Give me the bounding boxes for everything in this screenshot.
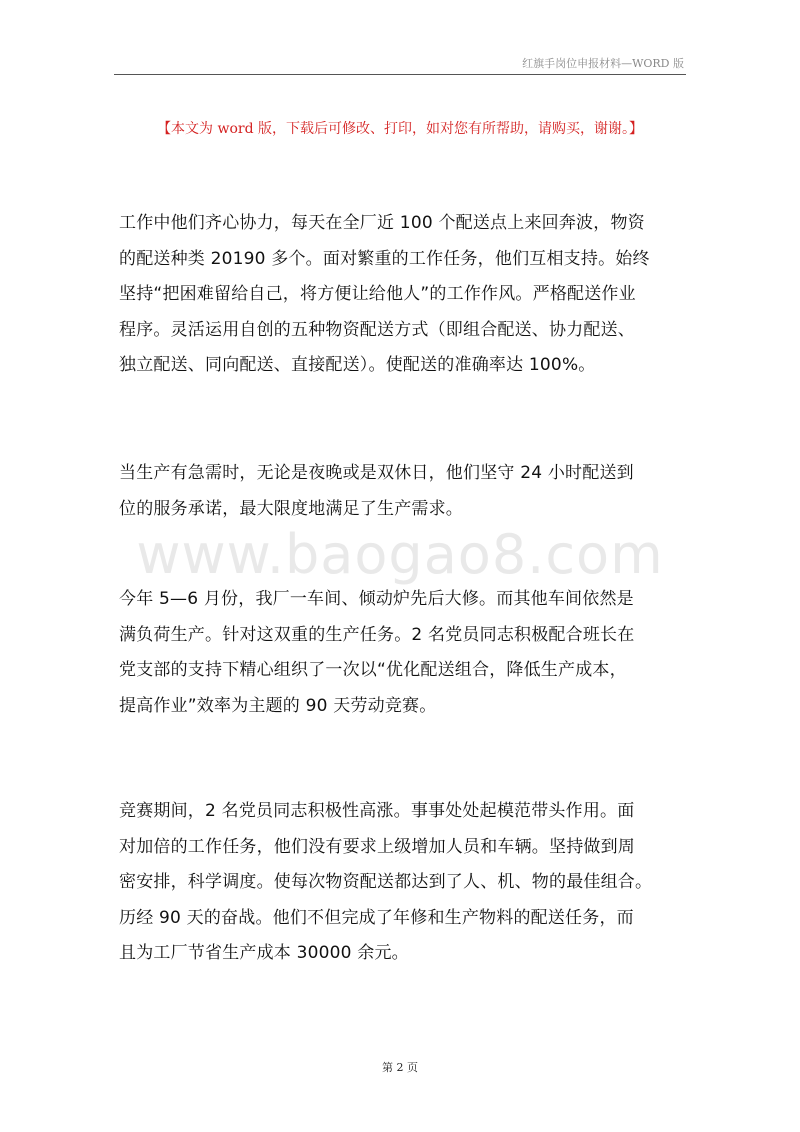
paragraph-line: 对加倍的工作任务，他们没有要求上级增加人员和车辆。坚持做到周 xyxy=(119,836,635,857)
paragraph-line: 满负荷生产。针对这双重的生产任务。2 名党员同志积极配合班长在 xyxy=(119,624,635,645)
paragraph-line: 今年 5—6 月份，我厂一车间、倾动炉先后大修。而其他车间依然是 xyxy=(119,589,634,609)
paragraph-line: 独立配送、同向配送、直接配送）。使配送的准确率达 100%。 xyxy=(119,355,596,375)
paragraph-line: 坚持“把困难留给自己，将方便让给他人”的工作作风。严格配送作业 xyxy=(119,284,636,304)
paragraph-line: 竞赛期间，2 名党员同志积极性高涨。事事处处起模范带头作用。面 xyxy=(119,801,635,821)
paragraph-3 xyxy=(119,582,693,724)
paragraph-line: 位的服务承诺，最大限度地满足了生产需求。 xyxy=(119,498,463,519)
paragraph-line: 的配送种类 20190 多个。面对繁重的工作任务，他们互相支持。始终 xyxy=(119,248,650,269)
paragraph-line: 密安排，科学调度。使每次物资配送都达到了人、机、物的最佳组合。 xyxy=(119,872,653,892)
paragraph-4 xyxy=(119,794,693,972)
paragraph-line: 党支部的支持下精心组织了一次以“优化配送组合，降低生产成本， xyxy=(119,660,627,680)
paragraph-line: 历经 90 天的奋战。他们不但完成了年修和生产物料的配送任务，而 xyxy=(119,907,634,928)
paragraph-1 xyxy=(119,206,693,384)
purchase-notice: 【本文为 word 版，下载后可修改、打印，如对您有所帮助，请购买，谢谢。】 xyxy=(157,121,643,137)
header-title: 红旗手岗位申报材料—WORD 版 xyxy=(522,57,684,70)
paragraph-2 xyxy=(119,456,693,527)
watermark: www.baogao8.com xyxy=(136,523,664,586)
paragraph-line: 提高作业”效率为主题的 90 天劳动竞赛。 xyxy=(119,695,437,716)
paragraph-line: 程序。灵活运用自创的五种物资配送方式（即组合配送、协力配送、 xyxy=(119,319,635,340)
header-divider xyxy=(114,74,686,75)
paragraph-line: 工作中他们齐心协力，每天在全厂近 100 个配送点上来回奔波，物资 xyxy=(119,213,645,233)
page-number: 第 2 页 xyxy=(382,1061,418,1074)
paragraph-line: 当生产有急需时，无论是夜晚或是双休日，他们坚守 24 小时配送到 xyxy=(119,463,634,483)
paragraph-line: 且为工厂节省生产成本 30000 余元。 xyxy=(119,943,409,963)
